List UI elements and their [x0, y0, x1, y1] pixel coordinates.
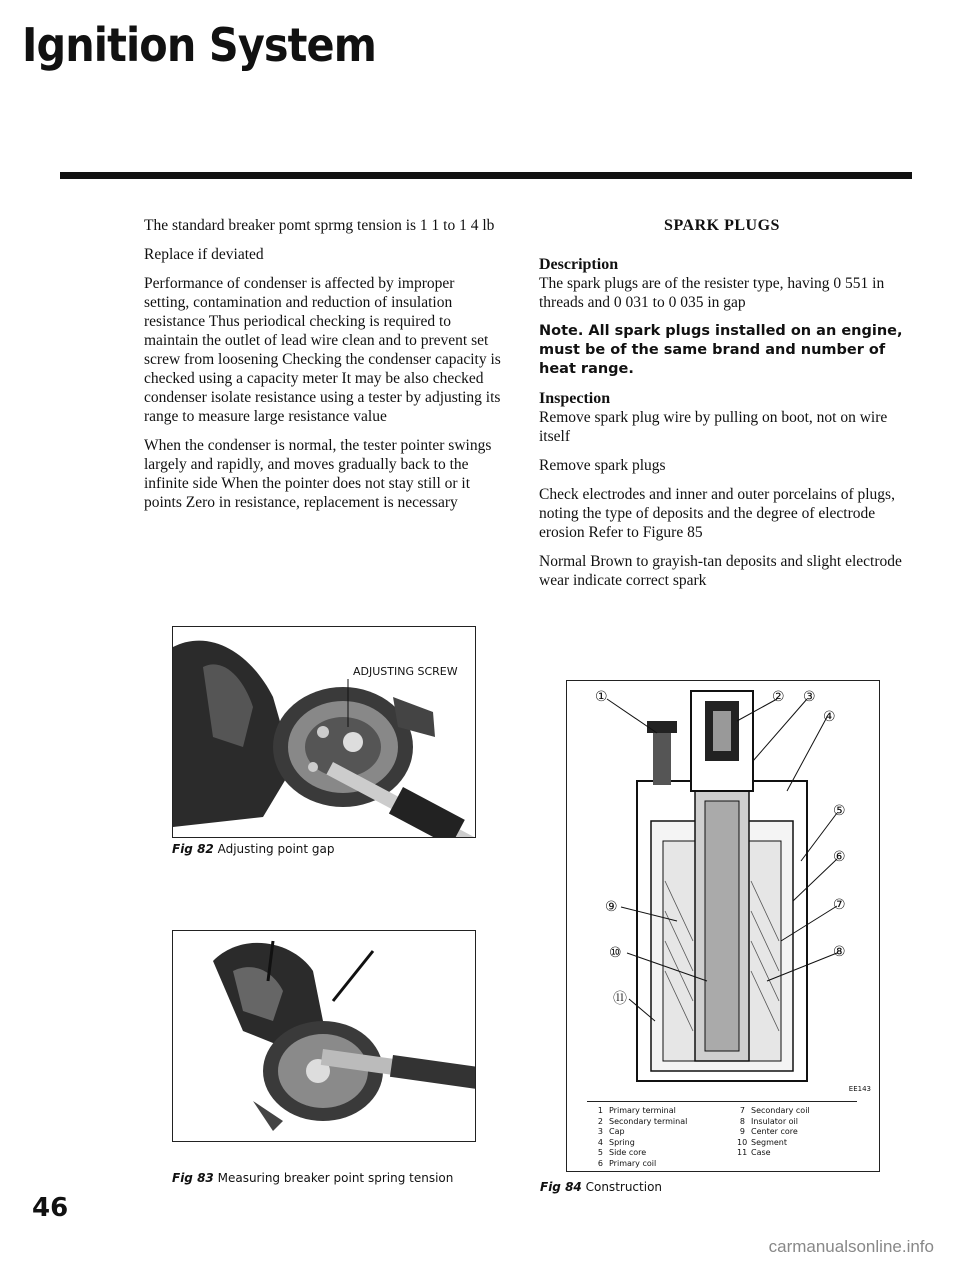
legend-number: 5	[597, 1148, 603, 1157]
figure-caption-text: Construction	[585, 1180, 663, 1194]
legend-item	[595, 1159, 687, 1170]
legend-item	[737, 1138, 810, 1149]
adjusting-point-gap-illustration	[173, 627, 475, 837]
legend-text: Side core	[609, 1148, 647, 1157]
ignition-coil-construction-diagram	[567, 681, 879, 1101]
legend-text: Cap	[609, 1127, 625, 1136]
legend-number: 6	[597, 1158, 603, 1168]
legend-item	[595, 1148, 687, 1159]
legend-item	[737, 1117, 810, 1128]
description-heading: Description	[539, 256, 619, 273]
diagram-legend	[587, 1101, 857, 1170]
figure-label: Fig 82	[172, 842, 214, 856]
figure-caption-text: Measuring breaker point spring tension	[217, 1171, 454, 1185]
callout-11: ⑪	[613, 991, 627, 1007]
legend-text: Insulator oil	[751, 1116, 798, 1126]
watermark: carmanualsonline.info	[768, 1237, 934, 1256]
callout-6: ⑥	[833, 849, 846, 865]
figure-84-diagram	[566, 680, 880, 1172]
figure-label: Fig 83	[172, 1171, 214, 1185]
paragraph: When the condenser is normal, the tester pointer swings largely and rapidly, and moves gradually back to the infinite side When the pointer does not stay still or it points Zero in resistance, replacement is necessary	[144, 437, 492, 511]
legend-left-column	[595, 1106, 687, 1169]
header-rule	[60, 172, 912, 179]
description-text: The spark plugs are of the resister type, having 0 551 in threads and 0 031 to 0 035 in gap	[539, 275, 885, 311]
legend-item	[595, 1117, 687, 1128]
figure-83-caption	[172, 1171, 453, 1185]
diagram-code: EE143	[848, 1085, 871, 1093]
legend-item	[595, 1106, 687, 1117]
legend-text: Primary coil	[609, 1158, 657, 1168]
figure-82-photo	[172, 626, 476, 838]
legend-text: Secondary coil	[751, 1106, 810, 1115]
paragraph: Remove spark plugs	[539, 457, 666, 474]
inspection-heading: Inspection	[539, 390, 611, 407]
callout-9: ⑨	[605, 899, 618, 915]
paragraph: Replace if deviated	[144, 246, 264, 263]
page-title: Ignition System	[22, 18, 376, 72]
legend-right-column	[737, 1106, 810, 1159]
note-text: Note. All spark plugs installed on an engine, must be of the same brand and number of heat range.	[539, 323, 903, 377]
callout-label: ADJUSTING SCREW	[353, 665, 458, 678]
legend-item	[737, 1127, 810, 1138]
figure-83-photo	[172, 930, 476, 1142]
figure-82-caption	[172, 842, 335, 856]
legend-item	[595, 1138, 687, 1149]
legend-text: Spring	[609, 1137, 635, 1147]
left-column	[144, 216, 502, 522]
callout-1: ①	[595, 689, 608, 705]
callout-8: ⑧	[833, 944, 846, 960]
paragraph: Normal Brown to grayish-tan deposits and slight electrode wear indicate correct spark	[539, 553, 902, 589]
legend-number: 10	[737, 1137, 748, 1147]
callout-2: ②	[772, 689, 785, 705]
callout-5: ⑤	[833, 803, 846, 819]
callout-10: ⑩	[609, 945, 622, 961]
legend-number: 9	[739, 1127, 745, 1136]
legend-number: 7	[739, 1106, 745, 1115]
legend-number: 2	[597, 1116, 603, 1126]
paragraph: The standard breaker pomt sprmg tension is 1 1 to 1 4 lb	[144, 217, 495, 234]
legend-number: 8	[739, 1116, 745, 1126]
legend-number: 3	[597, 1127, 603, 1136]
legend-text: Center core	[751, 1127, 798, 1136]
page-number: 46	[32, 1193, 69, 1223]
figure-84-caption	[540, 1180, 662, 1194]
legend-text: Secondary terminal	[609, 1116, 688, 1126]
figure-label: Fig 84	[540, 1180, 582, 1194]
section-title: SPARK PLUGS	[664, 217, 780, 234]
paragraph: Performance of condenser is affected by improper setting, contamination and reduction of insulation resistance Thus periodical checking is required to maintain the outlet of lead wire clean and to prevent set screw from loosening Checking the condenser capacity is checked using a capacity meter It may be also checked condenser isolate resistance using a tester by adjusting its range to measure large resistance value	[144, 275, 501, 425]
legend-number: 11	[737, 1148, 748, 1157]
measuring-spring-tension-illustration	[173, 931, 475, 1141]
callout-3: ③	[803, 689, 816, 705]
legend-number: 4	[597, 1137, 603, 1147]
legend-number: 1	[597, 1106, 603, 1115]
legend-item	[737, 1148, 810, 1159]
right-column	[539, 216, 905, 600]
legend-item	[595, 1127, 687, 1138]
legend-item	[737, 1106, 810, 1117]
paragraph: Check electrodes and inner and outer porcelains of plugs, noting the type of deposits and the degree of electrode erosion Refer to Figure 85	[539, 486, 895, 541]
callout-7: ⑦	[833, 897, 846, 913]
paragraph: Remove spark plug wire by pulling on boot, not on wire itself	[539, 409, 888, 445]
figure-caption-text: Adjusting point gap	[217, 842, 335, 856]
legend-text: Case	[751, 1148, 771, 1157]
legend-text: Primary terminal	[609, 1106, 676, 1115]
legend-text: Segment	[751, 1137, 787, 1147]
callout-4: ④	[823, 709, 836, 725]
